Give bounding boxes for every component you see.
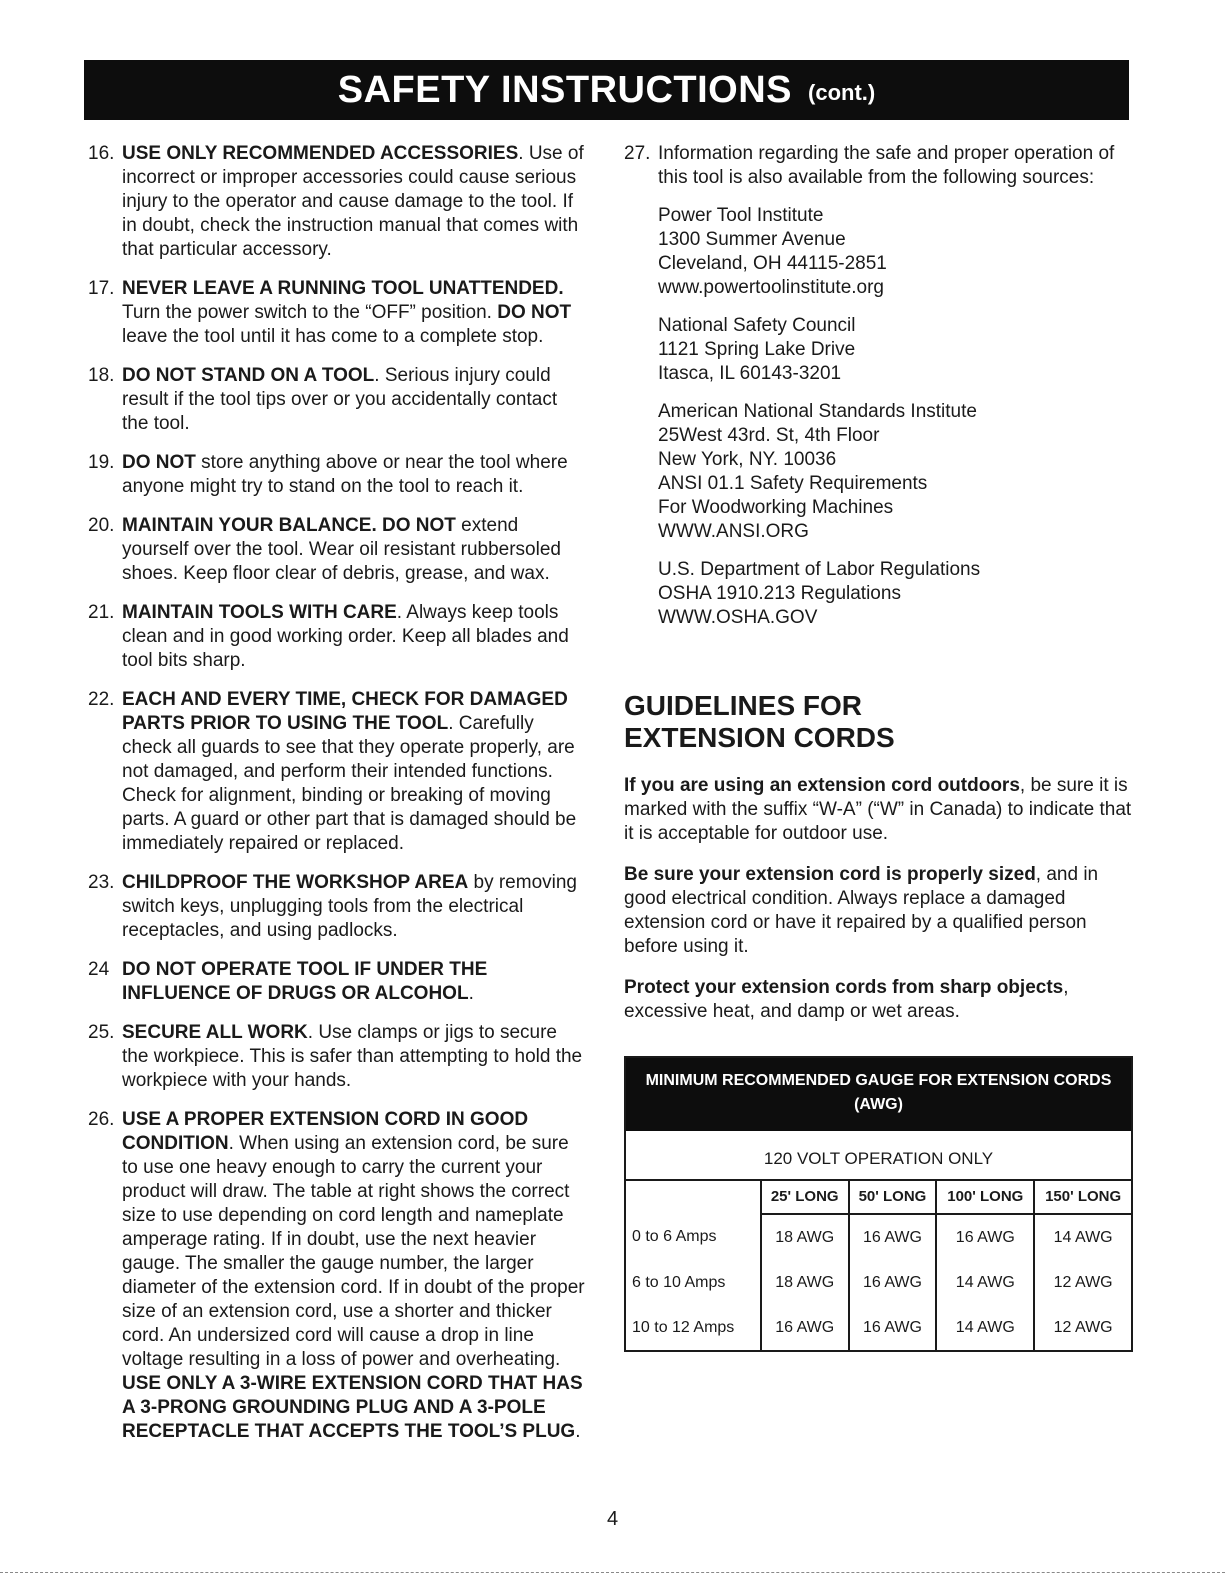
item-body-text: . Use of incorrect or improper accessories could cause serious injury to the operator and cause damage to the tool. If in doubt, check the instruction manual that comes with that particular accessory. — [122, 143, 584, 260]
item-number: 27. — [624, 143, 651, 164]
sources-list — [658, 204, 1134, 630]
amps-range-cell: 6 to 10 Amps — [632, 1273, 726, 1291]
item-heading: MAINTAIN TOOLS WITH CARE — [122, 602, 397, 623]
instruction-item — [88, 142, 588, 262]
item-heading: EACH AND EVERY TIME, CHECK FOR DAMAGED PARTS PRIOR TO USING THE TOOL — [122, 689, 568, 734]
item-number: 25. — [88, 1022, 115, 1043]
item-number: 26. — [88, 1109, 115, 1130]
instruction-item — [88, 514, 588, 586]
guidelines-body — [624, 774, 1134, 1024]
instruction-item — [88, 958, 588, 1006]
item-body-text: . Carefully check all guards to see that they operate properly, are not damaged, and perform their intended functions. Check for alignment, binding or breaking of moving parts. A guard or other part that is damaged should be immediately repaired or replaced. — [122, 713, 577, 854]
guideline-text: , excessive heat, and damp or wet areas. — [624, 977, 1069, 1022]
item-number: 18. — [88, 365, 115, 386]
source-block — [658, 558, 1134, 630]
item-heading: CHILDPROOF THE WORKSHOP AREA — [122, 872, 469, 893]
gauge-table-title: MINIMUM RECOMMENDED GAUGE FOR EXTENSION CORDS (AWG) — [626, 1058, 1131, 1131]
gauge-cell: 16 AWG — [849, 1214, 937, 1260]
gauge-column-header: 25' LONG — [761, 1181, 849, 1214]
item-text — [122, 277, 588, 349]
source-line: For Woodworking Machines — [658, 497, 894, 518]
item-body-text: by removing switch keys, unplugging tools from the electrical receptacles, and using padlocks. — [122, 872, 578, 941]
item-heading: USE ONLY A 3-WIRE EXTENSION CORD THAT HAS A 3-PRONG GROUNDING PLUG AND A 3-POLE RECEPTACLE THAT ACCEPTS THE TOOL’S PLUG — [122, 1373, 583, 1442]
item-27-intro: Information regarding the safe and proper operation of this tool is also available from the following sources: — [658, 143, 1115, 188]
gauge-table-header-row — [626, 1181, 1131, 1214]
table-row — [626, 1260, 1131, 1305]
item-number: 16. — [88, 143, 115, 164]
source-line: 1300 Summer Avenue — [658, 229, 846, 250]
right-column — [624, 142, 1134, 1352]
source-line: Power Tool Institute — [658, 205, 824, 226]
item-heading: USE ONLY RECOMMENDED ACCESSORIES — [122, 143, 519, 164]
guideline-paragraph — [624, 863, 1134, 959]
gauge-cell: 14 AWG — [936, 1260, 1034, 1305]
item-text — [122, 142, 588, 262]
gauge-column-header: 150' LONG — [1034, 1181, 1131, 1214]
instruction-item-27 — [624, 142, 1134, 644]
left-column — [88, 142, 588, 1459]
guidelines-heading-line2: EXTENSION CORDS — [624, 722, 895, 753]
item-number: 21. — [88, 602, 115, 623]
gauge-cell: 12 AWG — [1034, 1305, 1131, 1350]
instruction-item — [88, 277, 588, 349]
item-body-text: . Always keep tools clean and in good working order. Keep all blades and tool bits sharp. — [122, 602, 569, 671]
source-line: Cleveland, OH 44115-2851 — [658, 253, 887, 274]
guidelines-heading — [624, 690, 1134, 754]
source-line: WWW.ANSI.ORG — [658, 521, 809, 542]
source-line: ANSI 01.1 Safety Requirements — [658, 473, 928, 494]
instruction-item — [88, 451, 588, 499]
item-number: 19. — [88, 452, 115, 473]
guideline-paragraph — [624, 976, 1134, 1024]
gauge-cell: 18 AWG — [761, 1214, 849, 1260]
gauge-cell: 14 AWG — [936, 1305, 1034, 1350]
table-row — [626, 1305, 1131, 1350]
item-number: 24 — [88, 959, 110, 980]
gauge-cell: 16 AWG — [761, 1305, 849, 1350]
instruction-item — [88, 364, 588, 436]
item-heading: DO NOT OPERATE TOOL IF UNDER THE INFLUENCE OF DRUGS OR ALCOHOL — [122, 959, 488, 1004]
source-line: OSHA 1910.213 Regulations — [658, 583, 901, 604]
source-line: 25West 43rd. St, 4th Floor — [658, 425, 880, 446]
item-body-text: . — [468, 983, 474, 1004]
guideline-paragraph — [624, 774, 1134, 846]
guideline-text: , and in good electrical condition. Always replace a damaged extension cord or have it repaired by a qualified person before using it. — [624, 864, 1099, 957]
item-text — [122, 451, 588, 499]
page-header — [84, 60, 1129, 120]
item-heading: USE A PROPER EXTENSION CORD IN GOOD CONDITION — [122, 1109, 529, 1154]
source-line: 1121 Spring Lake Drive — [658, 339, 856, 360]
instruction-item — [88, 871, 588, 943]
item-number: 17. — [88, 278, 115, 299]
item-text — [122, 1108, 588, 1444]
item-text — [122, 871, 588, 943]
gauge-cell: 16 AWG — [936, 1214, 1034, 1260]
item-number: 23. — [88, 872, 115, 893]
item-text — [122, 958, 588, 1006]
gauge-cell: 16 AWG — [849, 1260, 937, 1305]
item-heading: DO NOT STAND ON A TOOL — [122, 365, 375, 386]
source-line: National Safety Council — [658, 315, 856, 336]
item-text — [122, 1021, 588, 1093]
item-heading: SECURE ALL WORK — [122, 1022, 308, 1043]
item-body-text: leave the tool until it has come to a complete stop. — [122, 326, 544, 347]
source-block — [658, 400, 1134, 544]
item-heading: DO NOT — [497, 302, 572, 323]
item-body-text: . Use clamps or jigs to secure the workpiece. This is safer than attempting to hold the workpiece with your hands. — [122, 1022, 583, 1091]
gauge-cell: 12 AWG — [1034, 1260, 1131, 1305]
page-number: 4 — [606, 1508, 619, 1530]
item-heading: MAINTAIN YOUR BALANCE. DO NOT — [122, 515, 456, 536]
source-line: www.powertoolinstitute.org — [658, 277, 884, 298]
gauge-cell: 14 AWG — [1034, 1214, 1131, 1260]
source-line: New York, NY. 10036 — [658, 449, 837, 470]
gauge-table — [624, 1056, 1133, 1352]
item-body-text: store anything above or near the tool where anyone might try to stand on the tool to reach it. — [122, 452, 568, 497]
instruction-item — [88, 1108, 588, 1444]
instruction-item — [88, 1021, 588, 1093]
item-text — [122, 364, 588, 436]
guidelines-heading-line1: GUIDELINES FOR — [624, 690, 863, 721]
gauge-cell: 16 AWG — [849, 1305, 937, 1350]
gauge-table-voltage: 120 VOLT OPERATION ONLY — [626, 1131, 1131, 1181]
gauge-cell: 18 AWG — [761, 1260, 849, 1305]
item-body-text: extend yourself over the tool. Wear oil resistant rubbersoled shoes. Keep floor clear of debris, grease, and wax. — [122, 515, 561, 584]
header-title: SAFETY INSTRUCTIONS — [337, 68, 793, 111]
item-body-text: Turn the power switch to the “OFF” position. — [122, 302, 498, 323]
gauge-column-header: 100' LONG — [936, 1181, 1034, 1214]
item-text — [122, 688, 588, 856]
amps-range-cell: 0 to 6 Amps — [632, 1228, 717, 1245]
item-body-text: . When using an extension cord, be sure to use one heavy enough to carry the current your product will draw. The table at right shows the correct size to use depending on cord length and nameplate amperage rating. If in doubt, use the next heavier gauge. The smaller the gauge number, the larger diameter of the extension cord. If in doubt of the proper size of an extension cord, use a shorter and thicker cord. An undersized cord will cause a drop in line voltage resulting in a loss of power and overheating. — [122, 1133, 585, 1370]
table-row — [626, 1214, 1131, 1260]
instruction-item — [88, 601, 588, 673]
guideline-lead: Protect your extension cords from sharp objects — [624, 977, 1064, 998]
source-line: American National Standards Institute — [658, 401, 977, 422]
item-number: 22. — [88, 689, 115, 710]
footer-rule — [0, 1572, 1225, 1573]
source-line: WWW.OSHA.GOV — [658, 607, 818, 628]
source-line: Itasca, IL 60143-3201 — [658, 363, 842, 384]
instruction-item — [88, 688, 588, 856]
amps-range-cell: 10 to 12 Amps — [632, 1318, 735, 1336]
source-line: U.S. Department of Labor Regulations — [658, 559, 981, 580]
source-block — [658, 314, 1134, 386]
item-heading: NEVER LEAVE A RUNNING TOOL UNATTENDED. — [122, 278, 564, 299]
source-block — [658, 204, 1134, 300]
item-heading: DO NOT — [122, 452, 196, 473]
item-body-text: . — [575, 1421, 581, 1442]
guideline-lead: Be sure your extension cord is properly sized — [624, 864, 1036, 885]
item-number: 20. — [88, 515, 115, 536]
header-subtitle: (cont.) — [808, 80, 876, 105]
item-text — [122, 514, 588, 586]
item-body-text: . Serious injury could result if the tool tips over or you accidentally contact the tool. — [122, 365, 558, 434]
guideline-text: , be sure it is marked with the suffix “W-A” (“W” in Canada) to indicate that it is acceptable for outdoor use. — [624, 775, 1132, 844]
guideline-lead: If you are using an extension cord outdoors — [624, 775, 1020, 796]
gauge-column-header: 50' LONG — [849, 1181, 937, 1214]
item-text — [122, 601, 588, 673]
gauge-column-header — [626, 1181, 761, 1214]
